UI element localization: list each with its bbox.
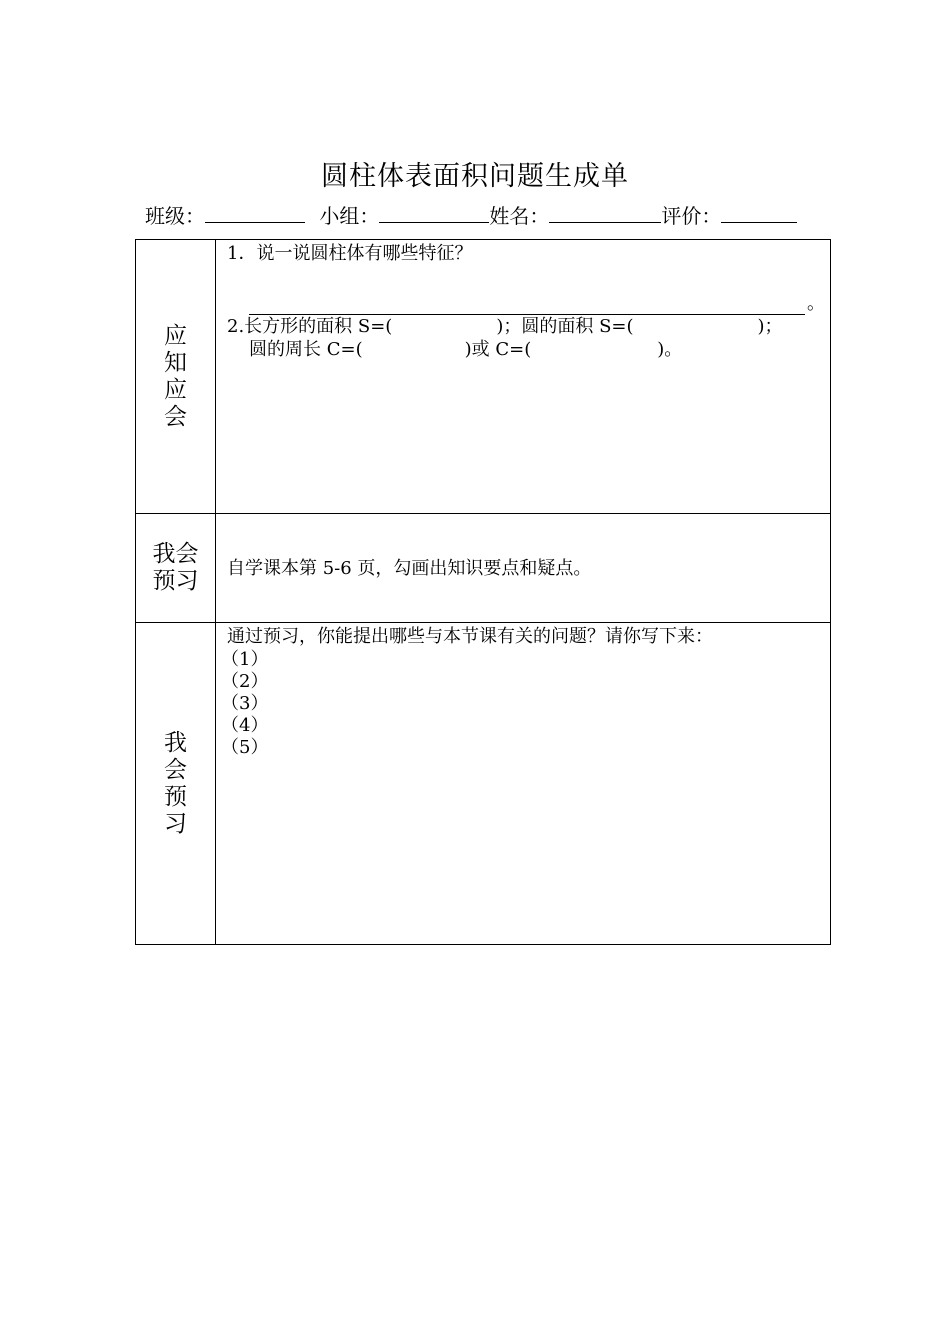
student-info-line xyxy=(145,200,797,229)
section-know xyxy=(136,240,830,514)
section-preview xyxy=(136,514,830,623)
section-questions xyxy=(136,623,830,944)
class-label: 班级： xyxy=(145,204,205,228)
question-3-prefix: 圆的周长 C=( xyxy=(249,339,363,360)
worksheet-table xyxy=(135,239,831,945)
answer-line-1[interactable] xyxy=(249,294,805,315)
question-item-4[interactable]: （4） xyxy=(221,715,269,736)
section-questions-content xyxy=(216,623,830,944)
section-preview-content xyxy=(216,514,830,622)
preview-instruction: 自学课本第 5-6 页，勾画出知识要点和疑点。 xyxy=(227,558,592,579)
question-2 xyxy=(227,316,783,338)
section-questions-label-cell xyxy=(136,623,216,944)
question-2-mid: )；圆的面积 S=( xyxy=(496,316,634,337)
name-label: 姓名： xyxy=(489,204,550,228)
questions-prompt: 通过预习，你能提出哪些与本节课有关的问题？请你写下来： xyxy=(227,626,713,647)
question-item-2[interactable]: （2） xyxy=(221,671,269,692)
question-2-prefix: 2.长方形的面积 S=( xyxy=(227,316,393,337)
question-item-5[interactable]: （5） xyxy=(221,737,269,758)
evaluation-field[interactable] xyxy=(721,204,797,223)
class-field[interactable] xyxy=(205,204,305,223)
section-preview-label-cell xyxy=(136,514,216,622)
answer-line-1-end: 。 xyxy=(807,293,825,314)
group-label: 小组： xyxy=(319,204,380,228)
question-item-1[interactable]: （1） xyxy=(221,649,269,670)
name-field[interactable] xyxy=(549,204,661,223)
question-1: 1．说一说圆柱体有哪些特征？ xyxy=(227,243,473,264)
section-know-content xyxy=(216,240,830,513)
page-title: 圆柱体表面积问题生成单 xyxy=(321,161,629,192)
question-2-end: )； xyxy=(757,316,783,337)
section-know-label: 应知应会 xyxy=(164,322,187,430)
section-preview-label: 我会预习 xyxy=(152,541,199,594)
question-item-3[interactable]: （3） xyxy=(221,693,269,714)
question-3-end: )。 xyxy=(657,339,683,360)
section-know-label-cell xyxy=(136,240,216,513)
question-3-mid: )或 C=( xyxy=(464,339,532,360)
question-3 xyxy=(249,339,682,361)
section-questions-label: 我会预习 xyxy=(164,729,187,837)
evaluation-label: 评价： xyxy=(661,204,722,228)
group-field[interactable] xyxy=(379,204,489,223)
